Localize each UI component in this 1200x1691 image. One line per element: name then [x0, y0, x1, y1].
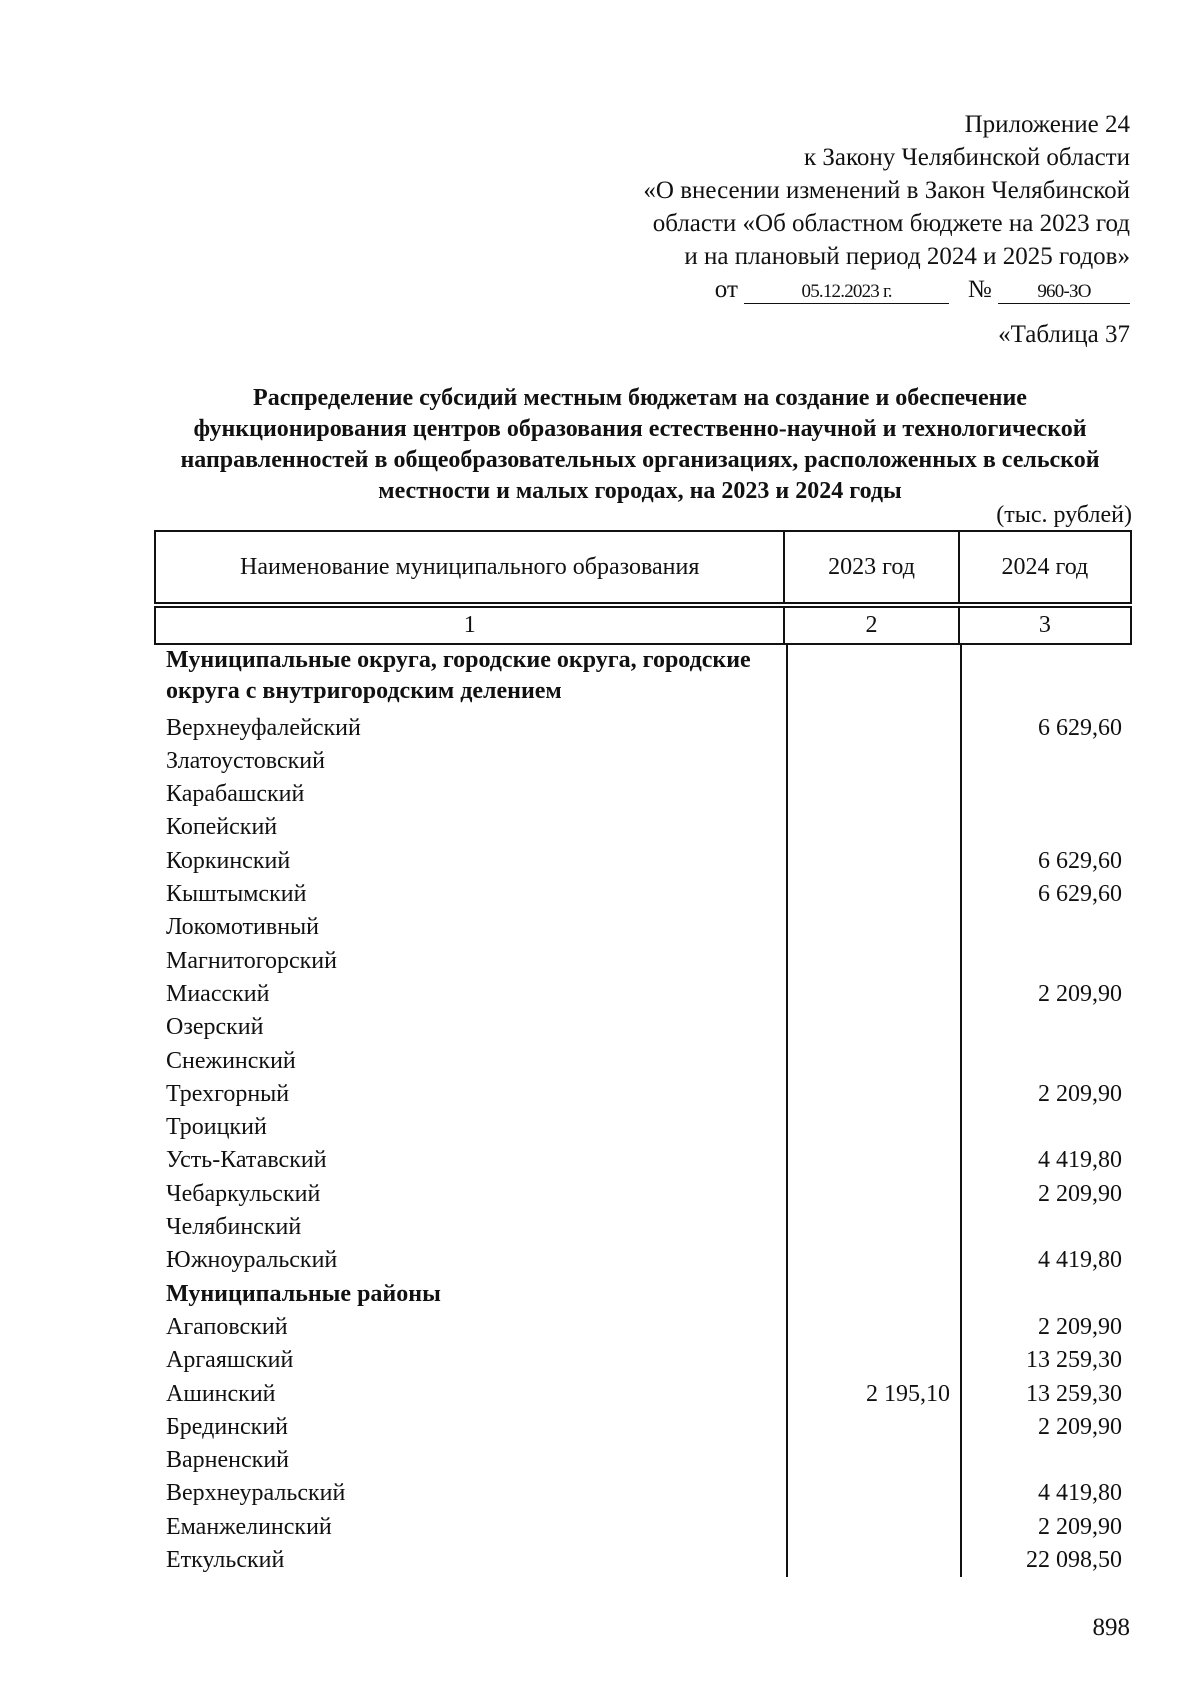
table-row-value-2023	[788, 1144, 960, 1177]
table-row-name: Кыштымский	[166, 881, 307, 908]
table-row-value-2023	[788, 712, 960, 745]
table-row-name: Южноуральский	[166, 1247, 338, 1274]
column-number: 1	[463, 612, 476, 638]
table-row-name: Златоустовский	[166, 747, 325, 774]
table-row-value-2024: 2 209,90	[1038, 1313, 1122, 1340]
number-sign: №	[967, 276, 992, 303]
table-row-value-2024: 13 259,30	[1026, 1347, 1122, 1374]
table-row-value-2024	[962, 911, 1132, 944]
table-row-name: Варненский	[166, 1447, 289, 1474]
table-row-value-2023	[788, 1111, 960, 1144]
appendix-line: и на плановый период 2024 и 2025 годов»	[684, 243, 1130, 270]
table-row-value-2024	[962, 1111, 1132, 1144]
table-row-name: Магнитогорский	[166, 947, 337, 974]
table-row-value-2023	[788, 1444, 960, 1477]
table-row-value-2024	[962, 945, 1132, 978]
table-row-value-2023	[788, 945, 960, 978]
table-row-name: Трехгорный	[166, 1080, 290, 1107]
column-number: 2	[783, 608, 957, 643]
table-row-name: Ашинский	[166, 1380, 276, 1407]
table-row-value-2023	[788, 1045, 960, 1078]
table-row-value-2023	[788, 1244, 960, 1277]
table-row-value-2023	[788, 1311, 960, 1344]
table-row-name: Верхнеуфалейский	[166, 714, 361, 741]
table-row-value-2024	[962, 778, 1132, 811]
names-column	[154, 645, 786, 1577]
table-row-value-2024: 2 209,90	[1038, 1080, 1122, 1107]
table-row-value-2024	[962, 745, 1132, 778]
table-row-name: Копейский	[166, 814, 278, 841]
document-title: Распределение субсидий местным бюджетам на создание и обеспечение функционирования центров образования естественно-научной и технологической направленностей в общеобразовательных организациях, расположенных в сельской местности и малых городах, на 2023 и 2024 годы	[180, 385, 1100, 504]
table-row-value-2024	[962, 1211, 1132, 1244]
table-reference: «Таблица 37	[998, 321, 1130, 348]
table-row-value-2023	[788, 745, 960, 778]
values-2024-column	[960, 645, 1132, 1577]
date-prefix: от	[714, 276, 738, 303]
appendix-line: области «Об областном бюджете на 2023 год	[652, 210, 1130, 237]
table-row-value-2024: 2 209,90	[1038, 1180, 1122, 1207]
table-row-value-2023	[788, 1544, 960, 1577]
table-row-value-2023	[788, 845, 960, 878]
table-row-name: Челябинский	[166, 1214, 302, 1241]
table-row-value-2024: 4 419,80	[1038, 1480, 1122, 1507]
table-row-name: Карабашский	[166, 781, 305, 808]
table-body	[154, 645, 1132, 1577]
table-row-name: Агаповский	[166, 1313, 288, 1340]
table-row-value-2024	[962, 1045, 1132, 1078]
subsidy-table	[154, 530, 1132, 1577]
table-row-name: Усть-Катавский	[166, 1147, 327, 1174]
section-heading: Муниципальные районы	[166, 1280, 441, 1307]
column-number: 3	[958, 608, 1130, 643]
table-row-value-2023	[788, 1344, 960, 1377]
table-row-value-2023	[788, 978, 960, 1011]
units-label: (тыс. рублей)	[996, 502, 1132, 528]
table-row-value-2024: 2 209,90	[1038, 1513, 1122, 1540]
table-row-name: Озерский	[166, 1014, 264, 1041]
table-row-value-2024: 2 209,90	[1038, 1413, 1122, 1440]
table-row-name: Снежинский	[166, 1047, 296, 1074]
column-number-row	[154, 606, 1132, 645]
page-number: 898	[1092, 1614, 1130, 1641]
table-row-value-2024: 4 419,80	[1038, 1247, 1122, 1274]
table-row-value-2024	[962, 811, 1132, 844]
table-header	[154, 530, 1132, 604]
appendix-line: «О внесении изменений в Закон Челябинской	[643, 177, 1130, 204]
table-row-value-2023	[788, 778, 960, 811]
table-row-value-2024: 6 629,60	[1038, 881, 1122, 908]
table-row-value-2024: 22 098,50	[1026, 1547, 1122, 1574]
table-row-value-2023	[788, 878, 960, 911]
table-row-value-2023	[788, 811, 960, 844]
values-2023-column	[786, 645, 960, 1577]
table-row-value-2023	[788, 1511, 960, 1544]
law-date-line	[570, 273, 1130, 306]
table-row-value-2024: 4 419,80	[1038, 1147, 1122, 1174]
table-row-value-2023	[788, 1477, 960, 1510]
table-row-name: Коркинский	[166, 847, 291, 874]
table-row-value-2024: 6 629,60	[1038, 847, 1122, 874]
table-row-value-2023	[788, 1011, 960, 1044]
law-number: 960-ЗО	[998, 281, 1130, 304]
table-row-name: Чебаркульский	[166, 1180, 321, 1207]
appendix-line: к Закону Челябинской области	[804, 144, 1130, 171]
section-heading: Муниципальные округа, городские округа, городские округа с внутригородским делением	[166, 647, 751, 704]
table-row-name: Еткульский	[166, 1547, 285, 1574]
table-row-value-2023: 2 195,10	[866, 1380, 950, 1407]
table-row-value-2024: 13 259,30	[1026, 1380, 1122, 1407]
table-row-name: Еманжелинский	[166, 1513, 332, 1540]
appendix-line: Приложение 24	[964, 111, 1130, 138]
column-header-name: Наименование муниципального образования	[240, 553, 700, 580]
table-row-name: Верхнеуральский	[166, 1480, 346, 1507]
table-row-value-2023	[788, 911, 960, 944]
table-row-name: Брединский	[166, 1413, 289, 1440]
table-row-value-2023	[788, 1178, 960, 1211]
column-header-2024: 2024 год	[958, 532, 1130, 602]
law-date: 05.12.2023 г.	[744, 281, 949, 304]
table-row-name: Миасский	[166, 980, 270, 1007]
column-header-2023: 2023 год	[783, 532, 957, 602]
table-row-value-2023	[788, 1078, 960, 1111]
table-row-value-2024: 2 209,90	[1038, 980, 1122, 1007]
table-row-value-2024	[962, 1011, 1132, 1044]
table-row-name: Локомотивный	[166, 914, 320, 941]
appendix-header	[570, 108, 1130, 306]
table-row-value-2023	[788, 1411, 960, 1444]
table-row-value-2024	[962, 1444, 1132, 1477]
table-row-value-2023	[788, 1211, 960, 1244]
table-row-value-2024: 6 629,60	[1038, 714, 1122, 741]
table-row-name: Троицкий	[166, 1114, 267, 1141]
table-row-name: Аргаяшский	[166, 1347, 294, 1374]
